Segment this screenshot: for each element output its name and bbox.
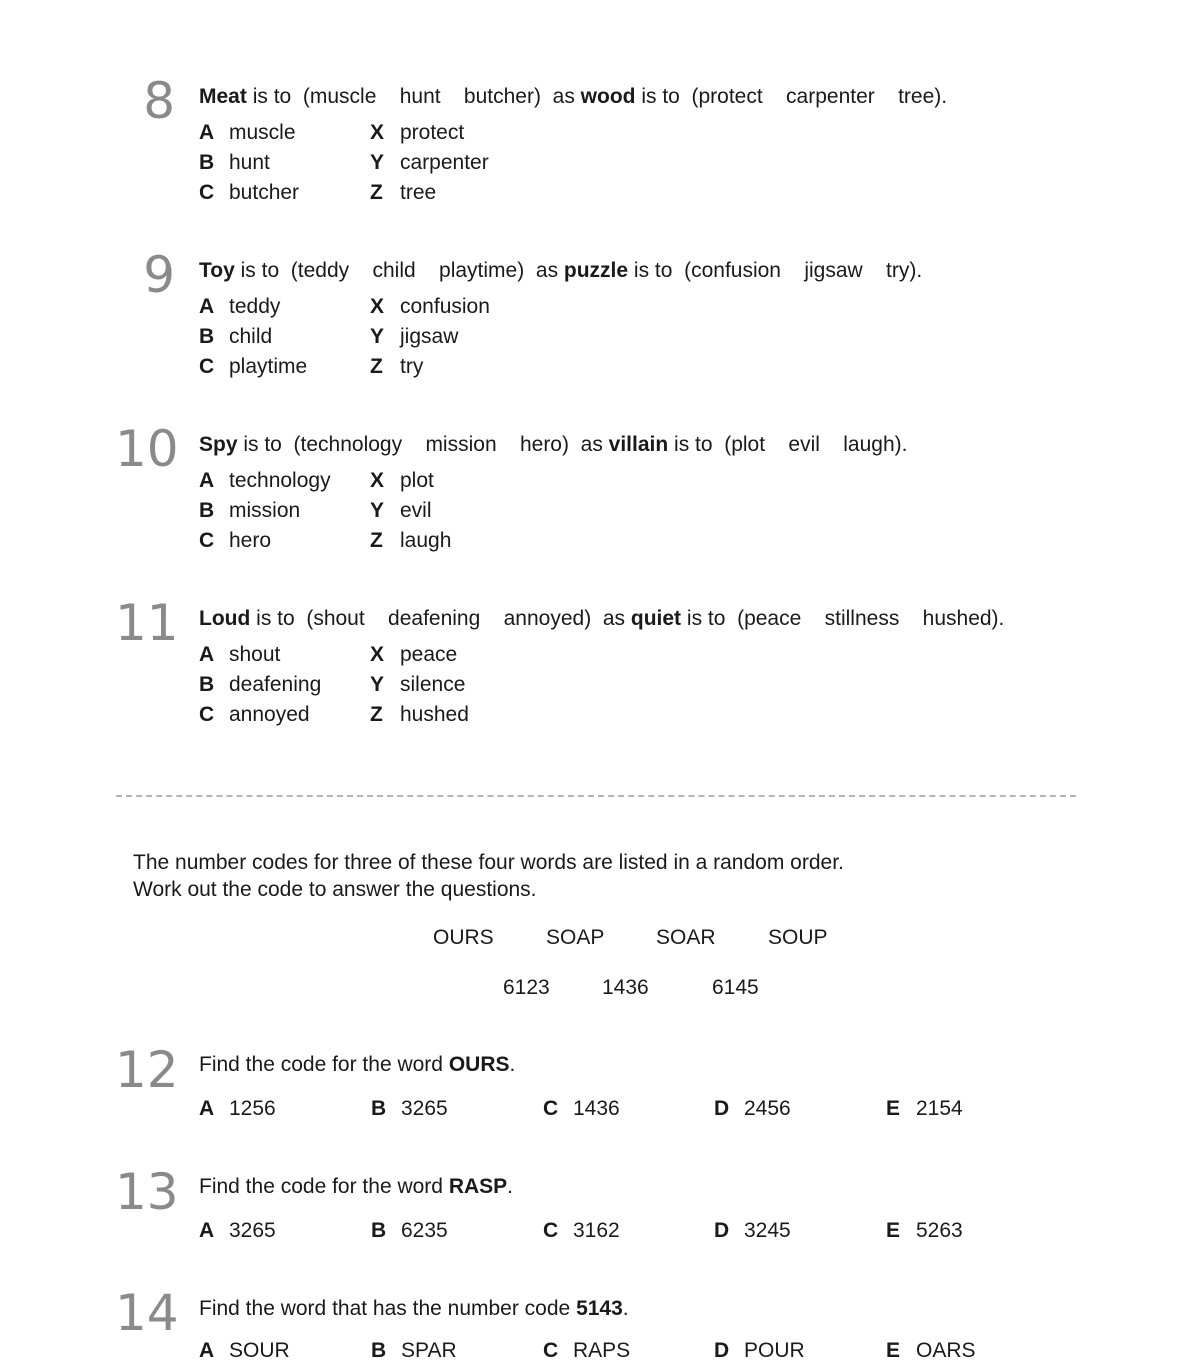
option-letter: Z (370, 355, 383, 378)
option-z[interactable] (370, 528, 451, 554)
option-letter: D (714, 1097, 730, 1120)
option-e[interactable] (886, 1218, 963, 1244)
option-text: 3162 (573, 1219, 620, 1242)
prompt-text-2: is to (confusion jigsaw try). (628, 259, 923, 282)
option-text: playtime (229, 355, 308, 378)
dashed-divider (116, 795, 1076, 797)
option-b[interactable] (371, 1338, 457, 1364)
option-letter: A (199, 121, 215, 144)
option-text: plot (400, 469, 434, 492)
code-word: SOUP (768, 926, 828, 949)
option-letter: X (370, 295, 385, 318)
option-text: hunt (229, 151, 270, 174)
option-letter: Z (370, 703, 383, 726)
code-word: SOAP (546, 926, 605, 949)
option-b[interactable] (199, 150, 270, 176)
option-letter: D (714, 1219, 730, 1242)
question-number: 10 (115, 420, 179, 478)
option-letter: A (199, 1219, 215, 1242)
question-prompt (199, 84, 947, 110)
option-text: 1256 (229, 1097, 276, 1120)
option-letter: C (199, 703, 215, 726)
option-text: teddy (229, 295, 281, 318)
option-letter: C (543, 1339, 559, 1362)
option-a[interactable] (199, 1096, 276, 1122)
option-letter: E (886, 1219, 901, 1242)
option-text: 3265 (401, 1097, 448, 1120)
option-b[interactable] (199, 498, 300, 524)
option-text: shout (229, 643, 281, 666)
question-prompt (199, 258, 922, 284)
option-c[interactable] (199, 702, 310, 728)
option-text: try (400, 355, 424, 378)
option-e[interactable] (886, 1096, 963, 1122)
option-letter: C (199, 355, 215, 378)
option-letter: B (199, 673, 215, 696)
question-number: 9 (143, 246, 175, 304)
option-text: POUR (744, 1339, 805, 1362)
option-letter: X (370, 121, 385, 144)
option-text: 5263 (916, 1219, 963, 1242)
question-number: 11 (115, 594, 179, 652)
prompt-suffix: . (507, 1175, 514, 1198)
option-c[interactable] (543, 1338, 630, 1364)
option-e[interactable] (886, 1338, 976, 1364)
prompt-text: Find the code for the word (199, 1053, 449, 1076)
option-letter: Y (370, 499, 385, 522)
code-word: OURS (433, 926, 494, 949)
code-word: SOAR (656, 926, 716, 949)
option-text: tree (400, 181, 437, 204)
option-text: OARS (916, 1339, 976, 1362)
option-text: mission (229, 499, 301, 522)
question-prompt (199, 1296, 629, 1322)
option-letter: A (199, 1339, 215, 1362)
option-letter: C (199, 529, 215, 552)
option-x[interactable] (370, 468, 434, 494)
option-text: butcher (229, 181, 300, 204)
question-prompt (199, 1052, 515, 1078)
option-text: deafening (229, 673, 322, 696)
option-letter: B (371, 1339, 387, 1362)
option-d[interactable] (714, 1218, 791, 1244)
option-text: 2154 (916, 1097, 963, 1120)
number-code: 6123 (503, 976, 550, 999)
option-a[interactable] (199, 120, 296, 146)
option-c[interactable] (199, 354, 307, 380)
option-y[interactable] (370, 324, 458, 350)
option-letter: B (199, 151, 215, 174)
option-text: confusion (400, 295, 490, 318)
instructions-line-1: The number codes for three of these four words are listed in a random order. (133, 851, 844, 874)
option-text: muscle (229, 121, 296, 144)
question-prompt (199, 432, 907, 458)
option-letter: X (370, 469, 385, 492)
option-text: 1436 (573, 1097, 620, 1120)
option-a[interactable] (199, 294, 280, 320)
question-number: 13 (115, 1163, 179, 1221)
option-text: peace (400, 643, 458, 666)
prompt-text: Find the word that has the number code (199, 1297, 577, 1320)
option-x[interactable] (370, 120, 464, 146)
option-b[interactable] (371, 1096, 448, 1122)
prompt-word-2: wood (580, 85, 636, 108)
option-c[interactable] (543, 1218, 620, 1244)
option-text: 6235 (401, 1219, 448, 1242)
prompt-bold: OURS (448, 1053, 510, 1076)
prompt-word-1: Toy (199, 259, 235, 282)
prompt-word-1: Loud (199, 607, 251, 630)
option-text: 3245 (744, 1219, 791, 1242)
prompt-text: Find the code for the word (199, 1175, 449, 1198)
option-letter: Z (370, 529, 383, 552)
prompt-suffix: . (622, 1297, 629, 1320)
option-text: child (229, 325, 273, 348)
prompt-word-1: Meat (199, 85, 247, 108)
option-letter: Z (370, 181, 383, 204)
option-letter: B (371, 1219, 387, 1242)
option-a[interactable] (199, 1338, 290, 1364)
option-y[interactable] (370, 672, 465, 698)
option-text: hushed (400, 703, 469, 726)
option-text: silence (400, 673, 466, 696)
option-z[interactable] (370, 354, 423, 380)
option-c[interactable] (199, 180, 299, 206)
option-text: protect (400, 121, 465, 144)
number-code: 1436 (602, 976, 649, 999)
option-c[interactable] (199, 528, 271, 554)
option-y[interactable] (370, 150, 489, 176)
prompt-bold: 5143 (576, 1297, 623, 1320)
instructions-line-2: Work out the code to answer the questions. (133, 878, 537, 901)
option-text: carpenter (400, 151, 489, 174)
prompt-word-2: quiet (630, 607, 682, 630)
option-letter: E (886, 1339, 901, 1362)
option-text: RAPS (573, 1339, 631, 1362)
option-text: jigsaw (400, 325, 459, 348)
prompt-text-1: is to (muscle hunt butcher) as (246, 85, 581, 108)
option-text: 3265 (229, 1219, 276, 1242)
option-z[interactable] (370, 180, 436, 206)
prompt-suffix: . (509, 1053, 516, 1076)
prompt-word-2: puzzle (563, 259, 629, 282)
question-number: 8 (143, 72, 175, 130)
option-text: SOUR (229, 1339, 290, 1362)
question-prompt (199, 1174, 513, 1200)
prompt-bold: RASP (448, 1175, 508, 1198)
question-prompt (199, 606, 1004, 632)
option-text: 2456 (744, 1097, 791, 1120)
option-text: laugh (400, 529, 452, 552)
number-code: 6145 (712, 976, 759, 999)
option-letter: B (199, 325, 215, 348)
option-letter: A (199, 469, 215, 492)
option-y[interactable] (370, 498, 432, 524)
option-x[interactable] (370, 294, 490, 320)
prompt-text-2: is to (plot evil laugh). (668, 433, 908, 456)
option-text: hero (229, 529, 272, 552)
option-letter: A (199, 1097, 215, 1120)
prompt-word-2: villain (608, 433, 669, 456)
option-text: technology (229, 469, 331, 492)
option-letter: C (199, 181, 215, 204)
option-c[interactable] (543, 1096, 620, 1122)
option-letter: E (886, 1097, 901, 1120)
option-text: evil (400, 499, 432, 522)
prompt-text-2: is to (peace stillness hushed). (681, 607, 1005, 630)
option-x[interactable] (370, 642, 457, 668)
question-number: 12 (115, 1041, 179, 1099)
option-letter: A (199, 643, 215, 666)
option-letter: A (199, 295, 215, 318)
option-letter: B (199, 499, 215, 522)
code-instructions (133, 849, 844, 903)
option-d[interactable] (714, 1096, 791, 1122)
option-a[interactable] (199, 1218, 276, 1244)
option-letter: Y (370, 151, 385, 174)
option-letter: C (543, 1219, 559, 1242)
option-b[interactable] (371, 1218, 448, 1244)
prompt-text-2: is to (protect carpenter tree). (635, 85, 948, 108)
option-z[interactable] (370, 702, 469, 728)
prompt-text-1: is to (technology mission hero) as (237, 433, 609, 456)
prompt-text-1: is to (teddy child playtime) as (234, 259, 564, 282)
question-number: 14 (115, 1284, 179, 1342)
option-letter: B (371, 1097, 387, 1120)
option-text: SPAR (401, 1339, 457, 1362)
option-a[interactable] (199, 642, 280, 668)
option-b[interactable] (199, 672, 321, 698)
option-letter: Y (370, 673, 385, 696)
option-letter: X (370, 643, 385, 666)
option-text: annoyed (229, 703, 310, 726)
option-d[interactable] (714, 1338, 805, 1364)
option-letter: Y (370, 325, 385, 348)
option-letter: C (543, 1097, 559, 1120)
option-letter: D (714, 1339, 730, 1362)
prompt-word-1: Spy (199, 433, 238, 456)
option-a[interactable] (199, 468, 331, 494)
option-b[interactable] (199, 324, 272, 350)
prompt-text-1: is to (shout deafening annoyed) as (250, 607, 631, 630)
